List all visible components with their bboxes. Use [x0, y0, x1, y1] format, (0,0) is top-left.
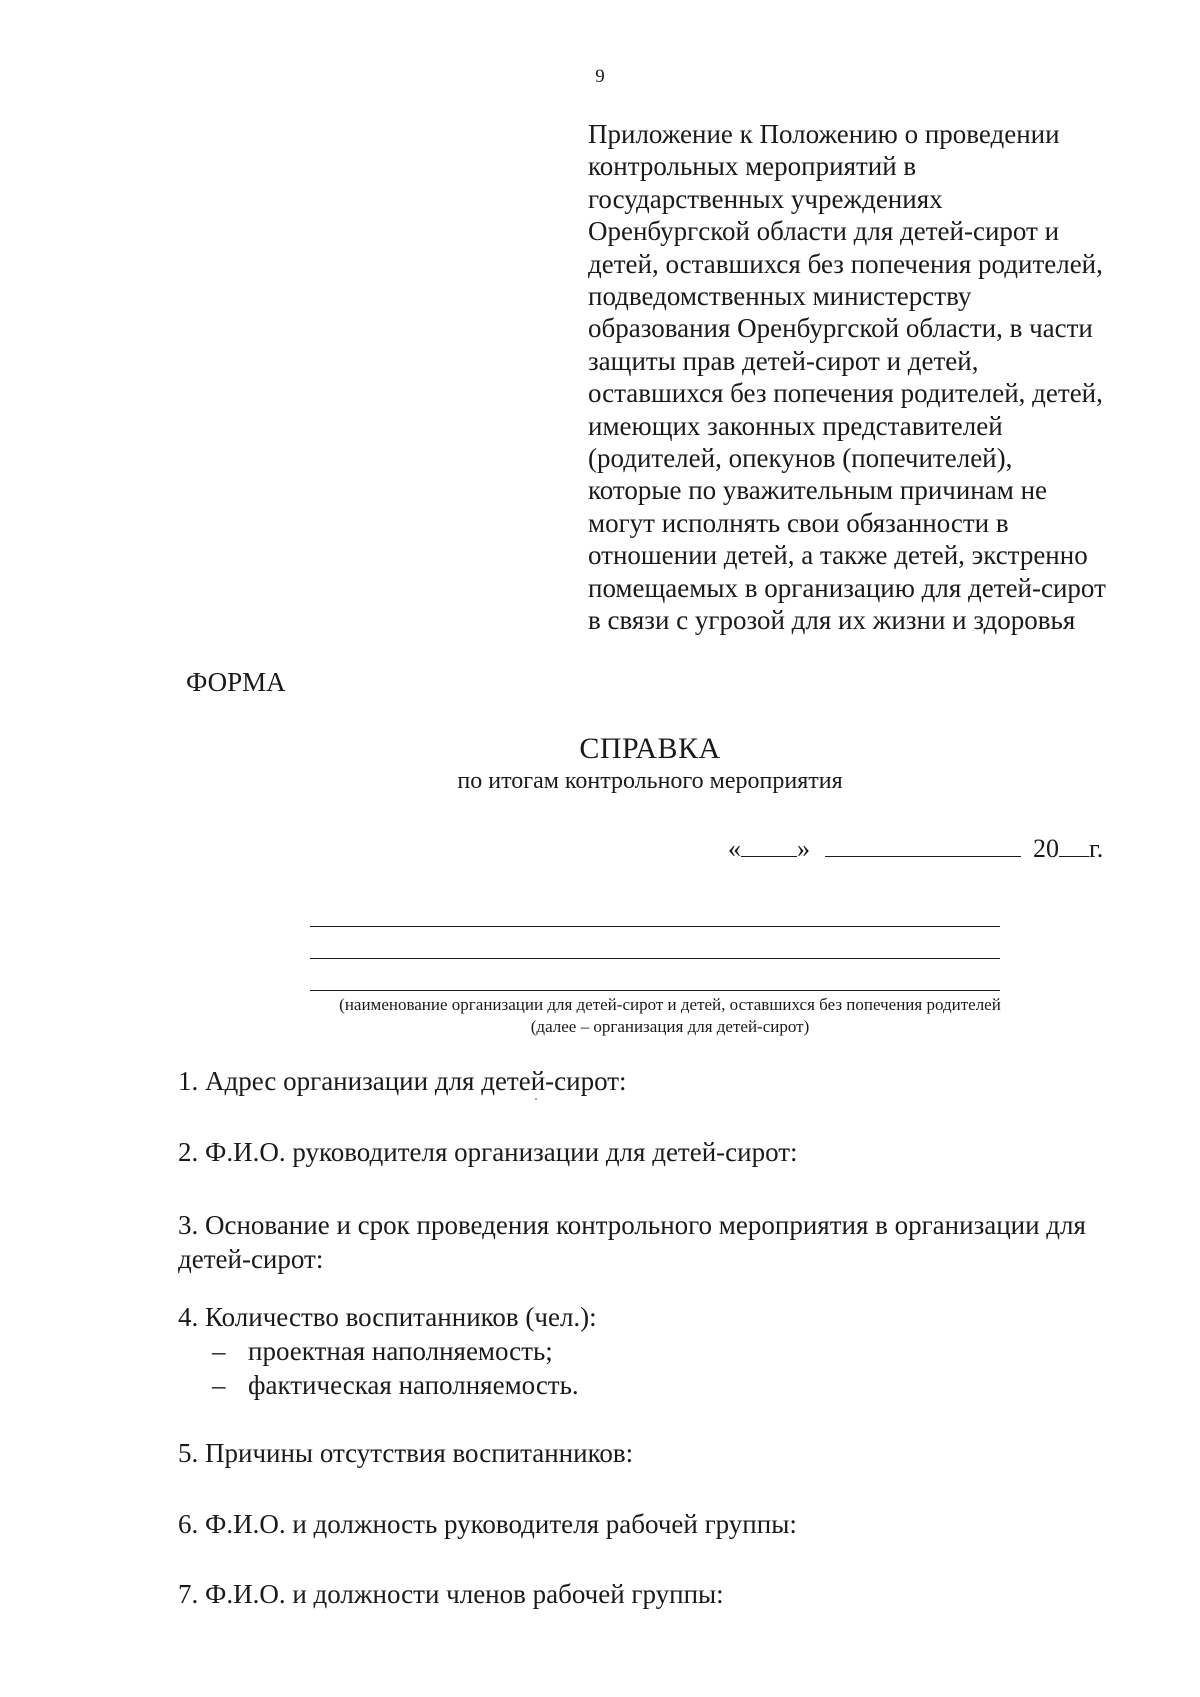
org-name-line[interactable]: [310, 958, 1000, 959]
appendix-line: подведомственных министерству: [588, 281, 972, 312]
year-prefix: 20: [1033, 834, 1059, 863]
appendix-line: могут исполнять свои обязанности в: [588, 507, 1009, 538]
item-5: 5. Причины отсутствия воспитанников:: [178, 1438, 634, 1468]
date-close-quote: »: [797, 834, 810, 863]
item-2: 2. Ф.И.О. руководителя организации для детей-сирот:: [178, 1137, 798, 1167]
form-label: ФОРМА: [186, 667, 286, 697]
item-6: 6. Ф.И.О. и должность руководителя рабочей группы:: [178, 1509, 797, 1539]
item-3-line: детей-сирот:: [178, 1244, 324, 1274]
date-open-quote: «: [728, 834, 741, 863]
item-4: 4. Количество воспитанников (чел.):: [178, 1302, 597, 1332]
date-field: [728, 834, 1103, 864]
day-blank[interactable]: [741, 834, 797, 857]
item-4-sub-actual-capacity: [212, 1368, 579, 1402]
scan-speck: [535, 1098, 537, 1100]
appendix-line: государственных учреждениях: [588, 183, 943, 214]
appendix-line: в связи с угрозой для их жизни и здоровья: [588, 605, 1076, 636]
appendix-line: которые по уважительным причинам не: [588, 475, 1048, 506]
document-title: СПРАВКА: [579, 732, 721, 765]
year-suffix: г.: [1089, 834, 1104, 863]
appendix-line: образования Оренбургской области, в части: [588, 313, 1093, 344]
dash-bullet: –: [212, 1370, 226, 1400]
appendix-line: контрольных мероприятий в: [588, 151, 917, 182]
appendix-line: (родителей, опекунов (попечителей),: [588, 443, 1013, 474]
appendix-line: Приложение к Положению о проведении: [588, 119, 1060, 149]
appendix-line: защиты прав детей-сирот и детей,: [588, 345, 979, 376]
caption-line: (далее – организация для детей-сирот): [530, 1017, 810, 1036]
item-4-sub-design-capacity: [212, 1334, 553, 1368]
page-number: 9: [595, 66, 605, 87]
sub-item-label: проектная наполняемость;: [248, 1336, 553, 1366]
org-name-line[interactable]: [310, 926, 1000, 927]
org-name-caption: [220, 994, 1120, 1038]
org-name-line[interactable]: [310, 990, 1000, 991]
item-1: 1. Адрес организации для детей-сирот:: [178, 1066, 627, 1096]
month-blank[interactable]: [825, 834, 1021, 857]
appendix-header: [588, 118, 1148, 637]
appendix-line: помещаемых в организацию для детей-сирот: [588, 572, 1106, 603]
item-7: 7. Ф.И.О. и должности членов рабочей группы:: [178, 1579, 724, 1609]
appendix-line: отношении детей, а также детей, экстренно: [588, 540, 1088, 571]
document-subtitle: по итогам контрольного мероприятия: [457, 768, 843, 794]
sub-item-label: фактическая наполняемость.: [248, 1370, 579, 1400]
appendix-line: оставшихся без попечения родителей, детей,: [588, 378, 1103, 409]
item-3-line: 3. Основание и срок проведения контрольного мероприятия в организации для: [178, 1210, 1086, 1240]
dash-bullet: –: [212, 1336, 226, 1366]
appendix-line: детей, оставшихся без попечения родителей,: [588, 248, 1103, 279]
item-3: [178, 1208, 1138, 1276]
appendix-line: Оренбургской области для детей-сирот и: [588, 216, 1060, 247]
caption-line: (наименование организации для детей-сирот и детей, оставшихся без попечения родителей: [339, 995, 1001, 1014]
year-blank[interactable]: [1059, 834, 1089, 857]
appendix-line: имеющих законных представителей: [588, 410, 1003, 441]
